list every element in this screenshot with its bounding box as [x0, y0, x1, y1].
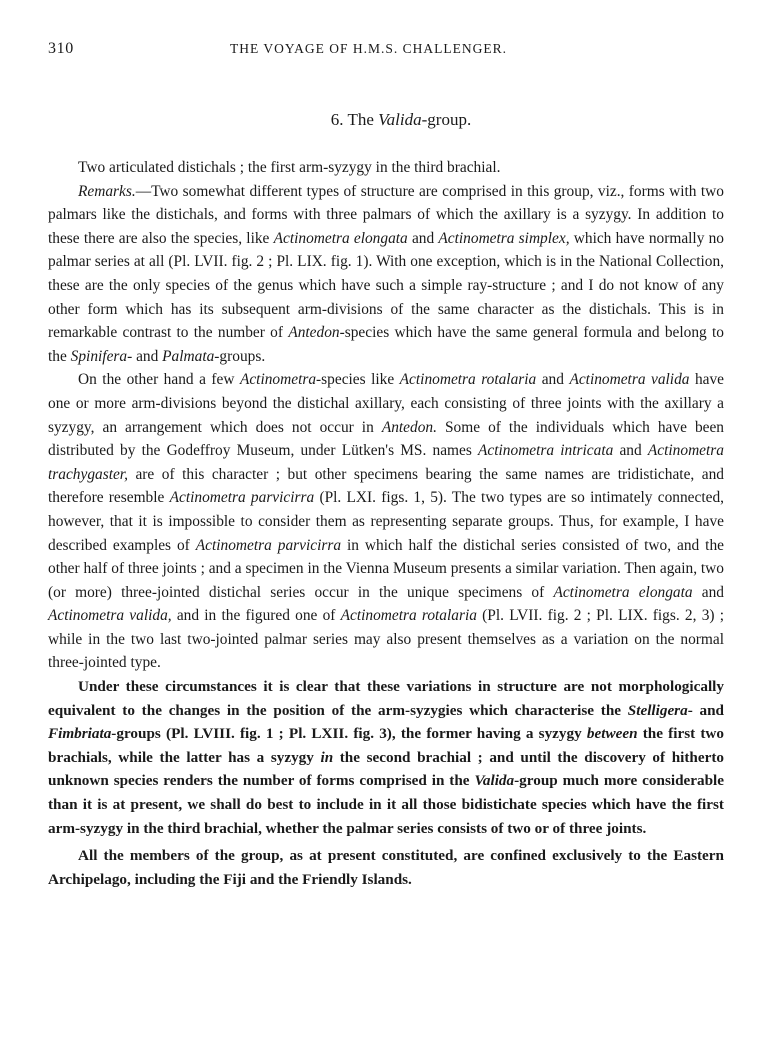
italic-text: Actinometra intricata	[478, 442, 614, 460]
body-text	[48, 156, 724, 891]
italic-text: Actinometra trachygaster,	[48, 442, 724, 483]
text-run: -species which have the same general formula and belong to the	[48, 324, 724, 365]
running-head	[48, 40, 724, 62]
italic-text: Actinometra rotalaria	[399, 371, 537, 389]
paragraph	[48, 180, 724, 369]
italic-text: Spinifera	[70, 347, 128, 365]
italic-text: between	[586, 725, 638, 743]
section-title-italic: Valida	[378, 110, 422, 129]
italic-text: Palmata	[162, 347, 215, 365]
text-run: - and	[687, 701, 724, 719]
text-run: and	[692, 583, 724, 601]
text-run: On the other hand a few	[78, 371, 240, 389]
italic-text: Valida	[474, 772, 515, 790]
text-run: and	[407, 229, 439, 247]
paragraph	[48, 675, 724, 840]
running-title: THE VOYAGE OF H.M.S. CHALLENGER.	[230, 41, 508, 56]
text-run: Two articulated distichals ; the first arm-syzygy in the third brachial.	[78, 159, 501, 176]
paragraph	[48, 156, 724, 180]
text-run: -group much more considerable than it is at present, we shall do best to include in it all those bidistichate species which have the first arm-syzygy in the third brachial, whether the palmar series consists of two or of three joints.	[48, 772, 725, 837]
italic-text: Actinometra rotalaria	[340, 607, 477, 625]
section-heading	[48, 110, 724, 130]
text-run: are of this character ; but other specimens bearing the same names are tridistichate, and therefore resemble	[48, 465, 724, 507]
page	[48, 40, 724, 891]
text-run: -species like	[316, 371, 400, 389]
page-number: 310	[48, 40, 74, 57]
text-run: and in the figured one of	[171, 607, 341, 625]
italic-text: Actinometra simplex,	[438, 229, 570, 247]
paragraph	[48, 844, 724, 891]
text-run: which have normally no palmar series at all (Pl. LVII. fig. 2 ; Pl. LIX. fig. 1). With one exception, which is in the National Collection, these are the only species of the genus which have such a simple ray-structure ; and I do not know of any other form which has its subsequent arm-divisions of the same character as the distichals. This is in remarkable contrast to the number of	[48, 229, 724, 342]
italic-text: Actinometra parvicirra	[195, 536, 342, 554]
text-run: -groups (Pl. LVIII. fig. 1 ; Pl. LXII. fig. 3), the former having a syzygy	[111, 725, 587, 743]
italic-text: Actinometra parvicirra	[169, 489, 315, 507]
text-run: the first two brachials, while the latter has a syzygy	[48, 725, 724, 766]
italic-text: Antedon	[288, 324, 340, 342]
italic-text: Actinometra elongata	[553, 583, 693, 601]
text-run: the second brachial ; and until the discovery of hitherto unknown species renders the number of forms comprised in the	[48, 748, 724, 790]
paragraph	[48, 368, 724, 675]
section-number: 6.	[330, 110, 344, 129]
section-title-post: -group.	[421, 110, 472, 129]
section-title-pre: The	[347, 110, 379, 129]
text-run: All the members of the group, as at present constituted, are confined exclusively to the Eastern Archipelago, including the Fiji and the Friendly Islands.	[48, 847, 724, 888]
italic-text: in	[320, 748, 334, 766]
italic-text: Antedon.	[381, 418, 437, 436]
text-run: have one or more arm-divisions beyond the distichal axillary, each consisting of three joints with the axillary a syzygy, an arrangement which does not occur in	[48, 371, 725, 436]
text-run: —Two somewhat different types of structure are comprised in this group, viz., forms with two palmars like the distichals, and forms with three palmars of which the axillary is a syzygy. In addition to these there are also the species, like	[48, 182, 724, 247]
italic-text: Stelligera	[627, 701, 688, 719]
text-run: (Pl. LVII. fig. 2 ; Pl. LIX. figs. 2, 3) ; while in the two last two-jointed palmar series may also present themselves as a variation on the normal three-jointed type.	[48, 607, 725, 672]
text-run: and	[536, 371, 570, 389]
text-run: - and	[127, 347, 163, 365]
italic-text: Actinometra elongata	[273, 229, 408, 247]
italic-text: Fimbriata	[48, 725, 112, 743]
text-run: in which half the distichal series consisted of two, and the other half of three joints ; and a specimen in the Vienna Museum presents a similar variation. Then again, two (or more) three-jointed distichal series occur in the unique specimens of	[48, 536, 724, 601]
text-run: Some of the individuals which have been distributed by the Godeffroy Museum, under Lütken's MS. names	[48, 418, 724, 460]
text-run: (Pl. LXI. figs. 1, 5). The two types are so intimately connected, however, that it is impossible to consider them as representing separate groups. Thus, for example, I have described examples of	[48, 489, 724, 554]
italic-text: Actinometra	[239, 371, 317, 389]
text-run: Under these circumstances it is clear that these variations in structure are not morphologically equivalent to the changes in the position of the arm-syzygies which characterise the	[48, 678, 724, 719]
text-run: and	[613, 442, 648, 460]
italic-text: Actinometra valida	[569, 371, 690, 389]
italic-text: Remarks.	[78, 182, 136, 200]
text-run: -groups.	[214, 347, 266, 365]
italic-text: Actinometra valida,	[48, 607, 172, 625]
